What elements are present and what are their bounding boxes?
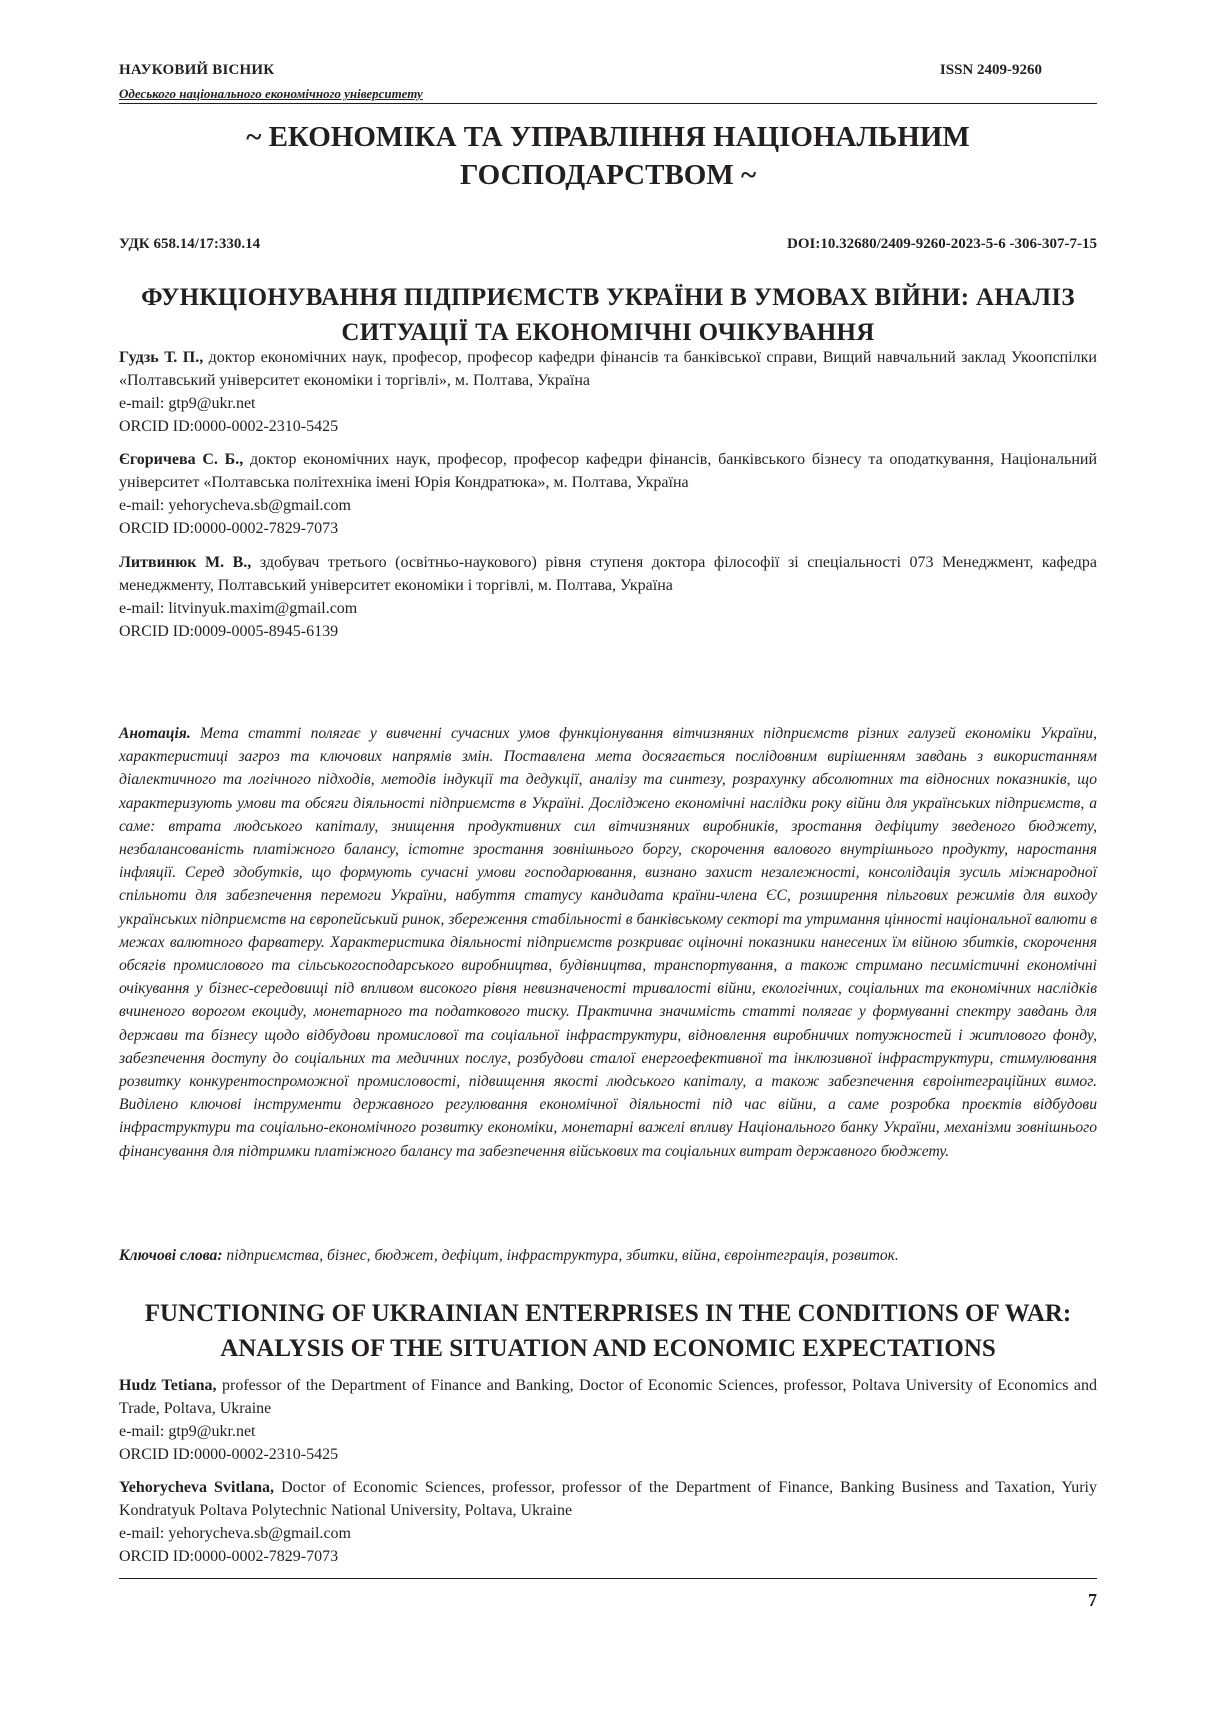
header-divider — [119, 103, 1097, 104]
author-block-en — [119, 1374, 1097, 1466]
author-affiliation: Hudz Tetiana, professor of the Department of Finance and Banking, Doctor of Economic Sciences, professor, Poltava University of Economics and Trade, Poltava, Ukraine — [119, 1377, 1098, 1417]
author-email: e-mail: yehorycheva.sb@gmail.com — [119, 497, 351, 514]
author-block — [119, 551, 1097, 643]
doi: DOI:10.32680/2409-9260-2023-5-6 -306-307-7-15 — [787, 236, 1097, 252]
author-orcid: ORCID ID:0000-0002-7829-7073 — [119, 520, 339, 537]
author-name: Литвинюк М. В., — [119, 554, 252, 571]
author-affiliation: Yehorycheva Svitlana, Doctor of Economic Sciences, professor, professor of the Department of Finance, Banking Business and Taxation, Yuriy Kondratyuk Poltava Polytechnic National University, Poltava, Ukraine — [119, 1479, 1097, 1519]
author-name: Yehorycheva Svitlana, — [119, 1479, 275, 1496]
article-title-en: FUNCTIONING OF UKRAINIAN ENTERPRISES IN THE CONDITIONS OF WAR: ANALYSIS OF THE SITUATION AND ECONOMIC EXPECTATIONS — [144, 1300, 1072, 1362]
author-email: e-mail: litvinyuk.maxim@gmail.com — [119, 600, 358, 617]
author-affiliation: Гудзь Т. П., доктор економічних наук, професор, професор кафедри фінансів та банківської справи, Вищий навчальний заклад Укоопспілки «Полтавський університет економіки і торгівлі», м. Полтава, Україна — [119, 349, 1097, 389]
keywords — [119, 1244, 1097, 1267]
section-title: ~ ЕКОНОМІКА ТА УПРАВЛІННЯ НАЦІОНАЛЬНИМ ГОСПОДАРСТВОМ ~ — [246, 121, 970, 191]
abstract — [119, 722, 1097, 1163]
page-number: 7 — [1088, 1590, 1097, 1610]
author-orcid: ORCID ID:0009-0005-8945-6139 — [119, 623, 339, 640]
author-email: e-mail: gtp9@ukr.net — [119, 1423, 256, 1440]
issn: ISSN 2409-9260 — [939, 62, 1042, 78]
author-affiliation: Єгоричева С. Б., доктор економічних наук, професор, професор кафедри фінансів, банківського бізнесу та оподаткування, Національний університет «Полтавська політехніка імені Юрія Кондратюка», м. Полтава, Україна — [119, 451, 1098, 491]
journal-name: НАУКОВИЙ ВІСНИК — [119, 62, 275, 78]
article-title-ua: ФУНКЦІОНУВАННЯ ПІДПРИЄМСТВ УКРАЇНИ В УМОВАХ ВІЙНИ: АНАЛІЗ СИТУАЦІЇ ТА ЕКОНОМІЧНІ ОЧІКУВАННЯ — [141, 284, 1075, 346]
author-orcid: ORCID ID:0000-0002-2310-5425 — [119, 418, 339, 435]
author-name: Єгоричева С. Б., — [119, 451, 244, 468]
footer-divider — [119, 1578, 1097, 1579]
keywords-text: підприємства, бізнес, бюджет, дефіцит, інфраструктура, збитки, війна, євроінтеграція, розвиток. — [222, 1247, 899, 1264]
author-affiliation: Литвинюк М. В., здобувач третього (освітньо-наукового) рівня ступеня доктора філософії зі спеціальності 073 Менеджмент, кафедра менеджменту, Полтавський університет економіки і торгівлі, м. Полтава, Україна — [119, 554, 1098, 594]
journal-subtitle: Одеського національного економічного університету — [119, 86, 423, 101]
author-name: Hudz Tetiana, — [119, 1377, 217, 1394]
author-block-en — [119, 1476, 1097, 1568]
author-email: e-mail: yehorycheva.sb@gmail.com — [119, 1525, 351, 1542]
keywords-label: Ключові слова: — [119, 1247, 223, 1264]
author-orcid: ORCID ID:0000-0002-7829-7073 — [119, 1548, 339, 1565]
author-name: Гудзь Т. П., — [119, 349, 204, 366]
author-block — [119, 448, 1097, 540]
author-orcid: ORCID ID:0000-0002-2310-5425 — [119, 1446, 339, 1463]
abstract-text: Мета статті полягає у вивченні сучасних умов функціонування вітчизняних підприємств різних галузей економіки України, характеристиці загроз та ключових напрямів змін. Поставлена мета досягається послідовним вирішенням завдань з використанням діалектичного та логічного підходів, методів індукції та дедукції, аналізу та синтезу, розрахунку абсолютних та відносних показників, що характеризують умови та обсяги діяльності підприємств в Україні. Досліджено економічні наслідки року війни для українських підприємств, а саме: втрата людського капіталу, знищення продуктивних сил вітчизняних виробників, зростання дефіциту зведеного бюджету, незбалансованість платіжного балансу, істотне зростання зовнішнього боргу, скорочення валового внутрішнього продукту, наростання інфляції. Серед здобутків, що формують сучасні умови господарювання, визнано захист незалежності, консолідація зусиль міжнародної спільноти для забезпечення перемоги України, набуття статусу кандидата країни-члена ЄС, розширення пільгових режимів для виходу українських підприємств на європейський ринок, збереження стабільності в банківському секторі та утримання цінності національної валюти в межах валютного фарватеру. Характеристика діяльності підприємств розкриває оціночні показники нанесених їм війною збитків, скорочення обсягів промислового та сільськогосподарського виробництва, будівництва, транспортування, а також стримано песимістичні економічні очікування у бізнес-середовищі під впливом високого рівня невизначеності тривалості війни, екологічних, соціальних та економічних наслідків вчиненого ворогом екоциду, монетарного та податкового тиску. Практична значимість статті полягає у формуванні спектру завдань для держави та бізнесу щодо відбудови промислової та соціальної інфраструктури, відновлення виробничих потужностей і житлового фонду, забезпечення доступу до соціальних та медичних послуг, розбудови сталої енергоефективної та інклюзивної інфраструктури, стимулювання розвитку конкурентоспроможної промисловості, підвищення якості людського капіталу, а також забезпечення євроінтеграційних вимог. Виділено ключові інструменти державного регулювання економічної діяльності під час війни, а саме розробка проєктів відбудови інфраструктури та соціально-економічного розвитку економіки, монетарні важелі впливу Національного банку України, механізми зовнішнього фінансування для підтримки платіжного балансу та забезпечення військових та соціальних витрат державного бюджету. — [119, 725, 1097, 1160]
journal-page — [119, 0, 1097, 1713]
abstract-label: Анотація. — [119, 725, 191, 742]
author-block — [119, 346, 1097, 438]
udk-code: УДК 658.14/17:330.14 — [119, 236, 261, 252]
author-email: e-mail: gtp9@ukr.net — [119, 395, 256, 412]
